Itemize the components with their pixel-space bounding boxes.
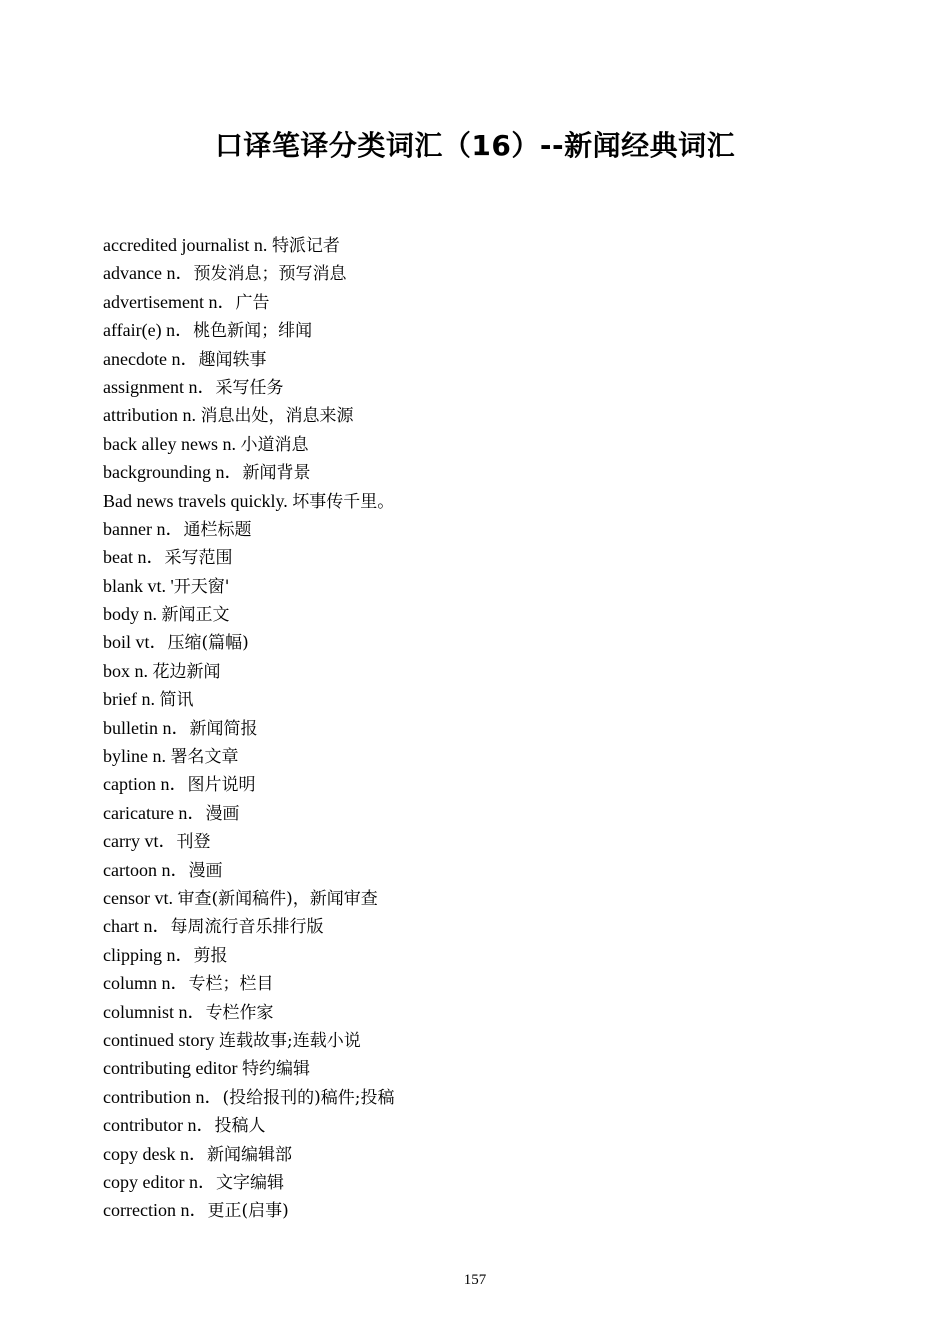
entry-translation: 坏事传千里。: [292, 491, 395, 512]
vocabulary-entry: [103, 259, 863, 287]
entry-term: body n.: [103, 604, 162, 625]
page-title: 口译笔译分类词汇（16）--新闻经典词汇: [214, 129, 736, 162]
entry-term: column n．: [103, 973, 189, 994]
entry-translation: 采写范围: [164, 548, 233, 569]
entry-translation: 广告: [235, 292, 270, 313]
entry-translation: 漫画: [188, 860, 223, 881]
entry-translation: 剪报: [193, 945, 228, 966]
vocabulary-entry: [103, 714, 863, 742]
entry-term: beat n．: [103, 547, 165, 568]
entry-translation: 图片说明: [187, 775, 256, 796]
vocabulary-entry: [103, 742, 863, 770]
vocabulary-entry: [103, 856, 863, 884]
vocabulary-entry: [103, 231, 863, 259]
entry-translation: 特派记者: [271, 236, 340, 256]
vocabulary-entry: [103, 288, 863, 316]
vocabulary-entry: [103, 770, 863, 798]
vocabulary-entry: [103, 827, 863, 855]
vocabulary-entry: [103, 487, 863, 515]
entry-term: Bad news travels quickly.: [103, 490, 293, 511]
entry-term: blank vt. ': [103, 575, 174, 596]
entry-translation: 连载故事;连载小说: [218, 1030, 361, 1051]
vocabulary-entry: [103, 657, 863, 685]
vocabulary-entry: [103, 572, 863, 600]
entry-term: affair(e) n．: [103, 320, 194, 341]
entry-translation: 文字编辑: [215, 1172, 284, 1193]
entry-term: contributor n．: [103, 1115, 215, 1136]
entry-translation: 每周流行音乐排行版: [170, 917, 324, 938]
entry-term: cartoon n．: [103, 859, 189, 880]
entry-translation: 消息出处，消息来源: [200, 406, 354, 427]
entry-term: accredited journalist n.: [103, 235, 272, 255]
entry-term: caption n．: [103, 774, 188, 795]
entry-translation: 简讯: [159, 690, 194, 711]
vocabulary-entry: [103, 884, 863, 912]
vocabulary-entry: [103, 373, 863, 401]
entry-translation: 开天窗': [173, 576, 230, 597]
entry-term: advertisement n．: [103, 291, 236, 312]
entry-translation: 预发消息；预写消息: [193, 264, 347, 285]
entry-translation: 专栏；栏目: [188, 974, 274, 995]
entry-translation: 小道消息: [240, 434, 309, 455]
entry-term: backgrounding n．: [103, 462, 243, 483]
vocabulary-entry: [103, 1140, 863, 1168]
entry-term: anecdote n．: [103, 348, 199, 369]
vocabulary-entry: [103, 1168, 863, 1196]
entry-term: byline n.: [103, 746, 171, 767]
entry-translation: 专栏作家: [205, 1002, 274, 1023]
entry-translation: 漫画: [205, 803, 240, 824]
entry-term: contributing editor: [103, 1058, 242, 1079]
entry-term: bulletin n．: [103, 717, 190, 738]
entry-term: columnist n．: [103, 1001, 206, 1022]
entry-translation: 趣闻轶事: [198, 349, 267, 370]
entry-term: boil vt．: [103, 632, 168, 653]
entry-translation: 审查(新闻稿件)，新闻审查: [177, 888, 378, 909]
entry-translation: 刊登: [176, 832, 211, 853]
entry-term: banner n．: [103, 518, 184, 539]
entry-term: contribution n．: [103, 1086, 223, 1107]
entry-translation: 署名文章: [170, 747, 239, 768]
vocabulary-entry: [103, 941, 863, 969]
vocabulary-entry: [103, 1083, 863, 1111]
entry-translation: 通栏标题: [183, 519, 252, 540]
vocabulary-entry: [103, 1054, 863, 1082]
vocabulary-entry: [103, 515, 863, 543]
vocabulary-entry: [103, 685, 863, 713]
entry-translation: 采写任务: [215, 377, 284, 398]
entry-translation: 花边新闻: [152, 661, 221, 682]
vocabulary-entry: [103, 1196, 863, 1224]
entry-term: correction n．: [103, 1200, 208, 1221]
vocabulary-entry: [103, 912, 863, 940]
entry-term: carry vt．: [103, 831, 177, 852]
vocabulary-entry: [103, 401, 863, 429]
entry-term: advance n．: [103, 263, 194, 284]
entry-term: clipping n．: [103, 944, 194, 965]
entry-term: box n.: [103, 660, 153, 681]
entry-translation: 新闻简报: [189, 718, 258, 739]
vocabulary-list: [103, 231, 863, 1225]
entry-term: attribution n.: [103, 405, 201, 426]
vocabulary-entry: [103, 1111, 863, 1139]
vocabulary-entry: [103, 316, 863, 344]
entry-term: back alley news n.: [103, 433, 241, 454]
entry-translation: 新闻背景: [242, 463, 311, 484]
entry-term: brief n.: [103, 689, 160, 710]
vocabulary-entry: [103, 628, 863, 656]
entry-translation: 更正(启事): [207, 1201, 289, 1222]
entry-term: censor vt.: [103, 887, 178, 908]
vocabulary-entry: [103, 799, 863, 827]
entry-translation: 新闻编辑部: [206, 1144, 292, 1165]
entry-term: assignment n．: [103, 376, 216, 397]
entry-term: chart n．: [103, 916, 171, 937]
entry-translation: 投稿人: [214, 1116, 266, 1137]
vocabulary-entry: [103, 458, 863, 486]
entry-translation: 桃色新闻；绯闻: [193, 321, 313, 342]
page-number: 157: [463, 1272, 487, 1288]
entry-term: copy desk n．: [103, 1143, 207, 1164]
entry-translation: (投给报刊的)稿件;投稿: [222, 1087, 395, 1108]
vocabulary-entry: [103, 969, 863, 997]
entry-term: caricature n．: [103, 802, 206, 823]
vocabulary-entry: [103, 600, 863, 628]
entry-term: copy editor n．: [103, 1171, 216, 1192]
vocabulary-entry: [103, 345, 863, 373]
vocabulary-entry: [103, 1026, 863, 1054]
entry-term: continued story: [103, 1029, 219, 1050]
vocabulary-entry: [103, 543, 863, 571]
entry-translation: 压缩(篇幅): [167, 633, 249, 654]
entry-translation: 特约编辑: [241, 1059, 310, 1080]
vocabulary-entry: [103, 998, 863, 1026]
vocabulary-entry: [103, 430, 863, 458]
entry-translation: 新闻正文: [161, 605, 230, 626]
